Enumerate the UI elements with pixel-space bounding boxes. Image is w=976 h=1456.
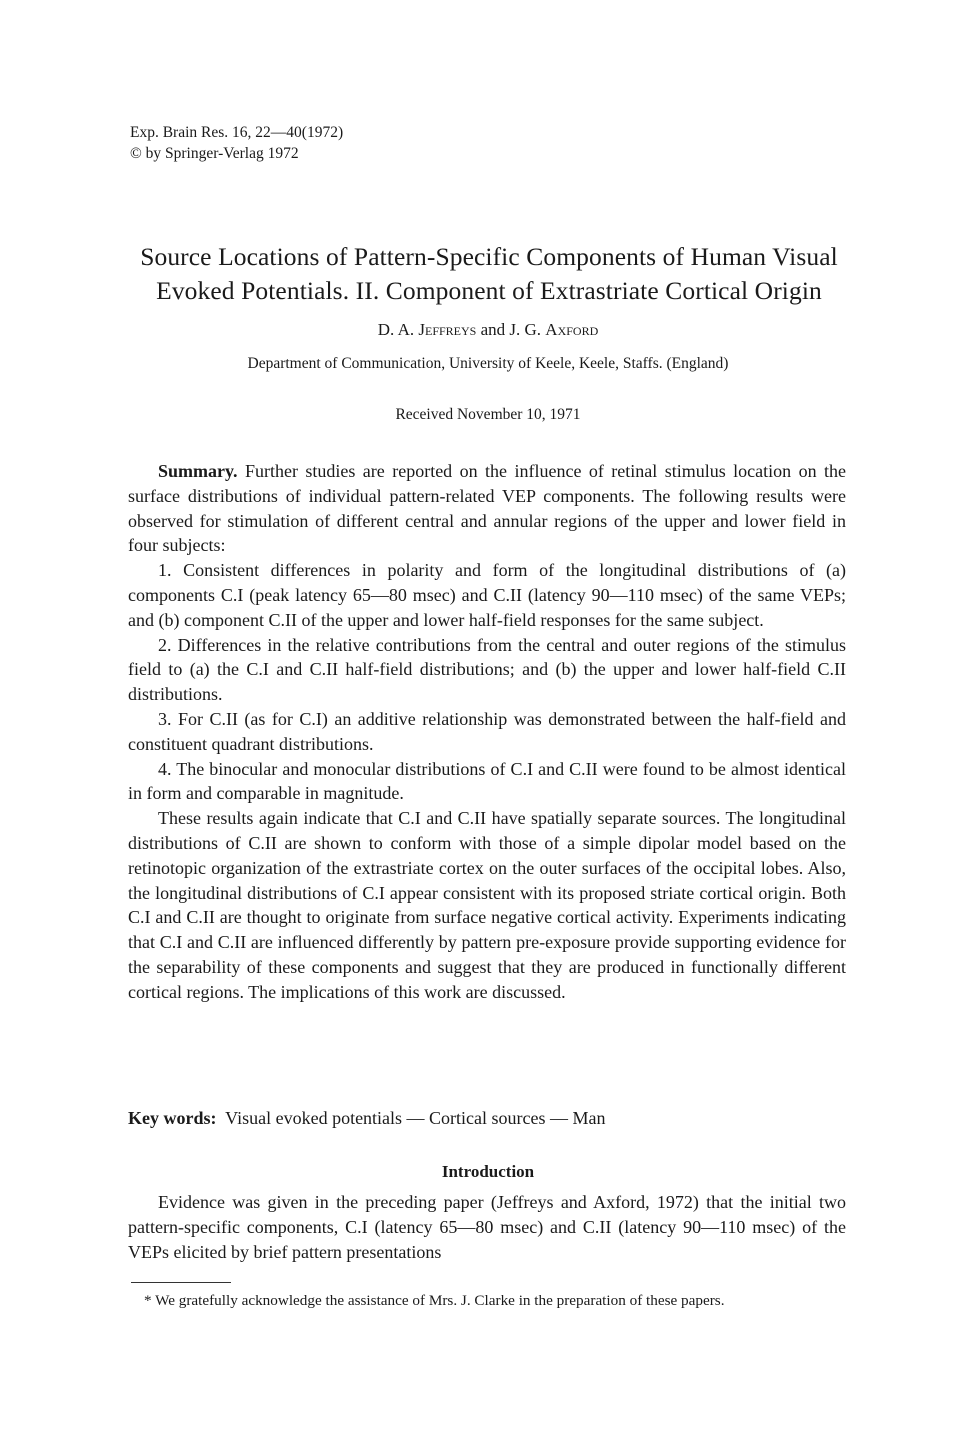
summary-item-1: 1. Consistent differences in polarity and form of the longitudinal distributions of (a) components C.I (peak latency 65—80 msec) and C.II (latency 90—110 msec) of the same VEPs; and (b) component C.II of the upper and lower half-field responses for the same subject.: [128, 560, 846, 630]
introduction-paragraph: Evidence was given in the preceding paper (Jeffreys and Axford, 1972) that the initial two pattern-specific components, C.I (latency 65—80 msec) and C.II (latency 90—110 msec) of the VEPs elicited by brief pattern presentations: [128, 1192, 846, 1262]
summary-section: [128, 459, 846, 1005]
footnote-rule: [131, 1282, 231, 1283]
summary-conclusion: These results again indicate that C.I and C.II have spatially separate sources. The longitudinal distributions of C.II are shown to conform with those of a simple dipolar model based on the retinotopic organization of the extrastriate cortex on the outer surfaces of the occipital lobes. Also, the longitudinal distributions of C.I appear consistent with its proposed striate cortical origin. Both C.I and C.II are thought to originate from surface negative cortical activity. Experiments indicating that C.I and C.II are influenced differently by pattern pre-exposure provide supporting evidence for the separability of these components and suggest that they are produced in functionally different cortical regions. The implications of this work are discussed.: [128, 808, 846, 1002]
author2-surname: Axford: [545, 320, 599, 339]
journal-citation: Exp. Brain Res. 16, 22—40(1972): [130, 124, 344, 141]
received-date: Received November 10, 1971: [395, 406, 581, 423]
introduction-heading: Introduction: [441, 1162, 535, 1181]
author1-surname: Jeffreys: [418, 320, 477, 339]
introduction-section: [128, 1190, 846, 1264]
author1-initials: D. A.: [377, 320, 419, 339]
footnote: * We gratefully acknowledge the assistance of Mrs. J. Clarke in the preparation of these papers.: [144, 1292, 725, 1309]
summary-intro-text: Further studies are reported on the influence of retinal stimulus location on the surface distributions of individual pattern-related VEP components. The following results were observed for stimulation of different central and annular regions of the upper and lower field in four subjects:: [128, 461, 846, 556]
keywords-text: Visual evoked potentials — Cortical sources — Man: [216, 1108, 606, 1128]
summary-item-2: 2. Differences in the relative contributions from the central and outer regions of the stimulus field to (a) the C.I and C.II half-field distributions; and (b) the upper and lower half-field C.II distributions.: [128, 634, 846, 705]
journal-header: [130, 122, 343, 164]
summary-item-3: 3. For C.II (as for C.I) an additive relationship was demonstrated between the half-field and constituent quadrant distributions.: [128, 708, 846, 754]
author-connector: and J. G.: [476, 320, 546, 339]
journal-copyright: © by Springer-Verlag 1972: [130, 145, 299, 162]
summary-item-4: 4. The binocular and monocular distributions of C.I and C.II were found to be almost identical in form and comparable in magnitude.: [128, 758, 846, 804]
author-list: [0, 320, 976, 340]
affiliation: Department of Communication, University of Keele, Keele, Staffs. (England): [247, 355, 729, 372]
keywords-section: [128, 1106, 846, 1131]
paper-title: [128, 240, 850, 308]
summary-label: Summary.: [158, 461, 238, 481]
keywords-label: Key words:: [128, 1108, 217, 1128]
title-line-2: Evoked Potentials. II. Component of Extrastriate Cortical Origin: [156, 276, 822, 305]
summary-intro-paragraph: [128, 459, 846, 558]
title-line-1: Source Locations of Pattern-Specific Components of Human Visual: [140, 242, 838, 271]
